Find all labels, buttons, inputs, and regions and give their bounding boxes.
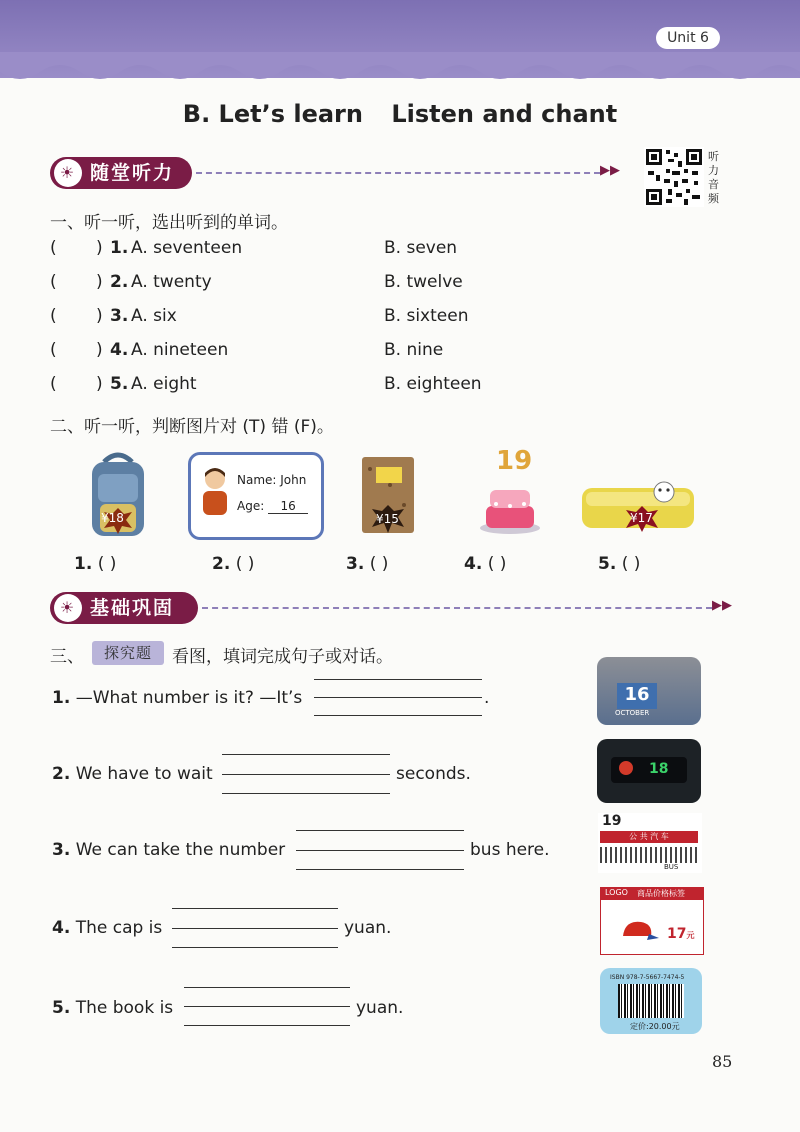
name-card-picture — [188, 452, 324, 540]
option-a: A. eight — [131, 374, 197, 394]
option-a: A. twenty — [131, 272, 212, 292]
card-name: Name: John — [237, 473, 307, 487]
question-number: 1. — [110, 238, 129, 258]
bus-code: BUS — [664, 863, 679, 871]
traffic-light-photo — [597, 739, 701, 803]
question-number: 5. — [110, 374, 129, 394]
option-b: B. sixteen — [384, 306, 469, 326]
answer-blank[interactable]: ( ) — [487, 554, 507, 574]
writing-line — [184, 1025, 350, 1026]
notebook-picture — [360, 455, 416, 535]
answer-blank[interactable]: ( ) — [97, 554, 117, 574]
isbn-text: ISBN 978-7-5667-7474-5 — [610, 974, 685, 981]
writing-line — [222, 793, 390, 794]
price-tag-value — [667, 926, 694, 942]
lightbulb-icon: ☀ — [54, 159, 82, 187]
sentence-end: . — [484, 688, 490, 708]
qr-caption: 听力音频 — [708, 150, 719, 205]
price-tag-15: ¥15 — [376, 512, 399, 526]
calendar-photo — [597, 657, 701, 725]
sentence-2 — [52, 764, 213, 784]
picture-number: 3. — [346, 554, 365, 574]
sentence-1 — [52, 688, 302, 708]
bus-sign-photo — [598, 813, 702, 873]
page-title — [0, 100, 800, 128]
sentence-text: The cap is — [75, 918, 163, 938]
card-age-label: Age: — [237, 499, 265, 513]
sentence-5 — [52, 998, 173, 1018]
calendar-month: OCTOBER — [615, 709, 650, 717]
book-price: 定价:20.00元 — [630, 1022, 680, 1031]
part1-heading: 一、听一听，选出听到的单词。 — [50, 213, 288, 233]
answer-blank[interactable] — [172, 928, 338, 929]
sentence-3 — [52, 840, 285, 860]
option-a: A. six — [131, 306, 177, 326]
question-number: 2. — [110, 272, 129, 292]
option-a: A. nineteen — [131, 340, 229, 360]
option-b: B. twelve — [384, 272, 463, 292]
sentence-text: We have to wait — [75, 764, 213, 784]
price-tag-photo — [600, 887, 704, 955]
cap-icon — [619, 918, 659, 942]
bus-label: 公 共 汽 车 — [600, 831, 698, 843]
picture-answer-2[interactable] — [212, 554, 254, 574]
red-light-icon — [619, 761, 633, 775]
picture-number: 5. — [598, 554, 617, 574]
part2-heading: 二、听一听，判断图片对 (T) 错 (F)。 — [50, 417, 334, 437]
lightbulb-icon: ☀ — [54, 594, 82, 622]
calendar-number: 16 — [617, 683, 657, 709]
writing-line — [296, 830, 464, 831]
answer-paren-open[interactable]: ( — [50, 238, 57, 258]
sentence-number: 5. — [52, 998, 71, 1018]
answer-paren-close: ) — [96, 238, 103, 258]
option-b: B. eighteen — [384, 374, 482, 394]
part3-heading: 看图，填词完成句子或对话。 — [172, 647, 393, 667]
answer-paren-open[interactable]: ( — [50, 374, 57, 394]
section-listening — [50, 157, 192, 189]
cake-picture — [476, 442, 544, 538]
qr-code[interactable] — [644, 147, 704, 207]
section-listening-label: 随堂听力 — [90, 162, 175, 184]
answer-paren-close: ) — [96, 272, 103, 292]
answer-blank[interactable]: ( ) — [235, 554, 255, 574]
writing-line — [314, 679, 482, 680]
part3-prefix: 三、 — [50, 647, 84, 667]
answer-blank[interactable] — [184, 1006, 350, 1007]
sentence-4 — [52, 918, 162, 938]
answer-paren-close: ) — [96, 340, 103, 360]
card-age-row — [237, 499, 308, 514]
section-basic — [50, 592, 198, 624]
writing-line — [314, 715, 482, 716]
title-part2: Listen and chant — [391, 100, 618, 128]
picture-answer-5[interactable] — [598, 554, 640, 574]
bus-stops — [600, 847, 698, 863]
sentence-end: bus here. — [470, 840, 550, 860]
picture-answer-3[interactable] — [346, 554, 388, 574]
answer-paren-open[interactable]: ( — [50, 272, 57, 292]
sentence-number: 2. — [52, 764, 71, 784]
answer-blank[interactable]: ( ) — [621, 554, 641, 574]
cake-candle-number: 19 — [496, 446, 533, 476]
title-part1: B. Let’s learn — [182, 100, 363, 128]
section-divider — [196, 172, 600, 174]
picture-number: 1. — [74, 554, 93, 574]
barcode-icon — [618, 984, 684, 1018]
price-tag-unit: 元 — [686, 931, 695, 940]
sentence-text: The book is — [75, 998, 174, 1018]
option-b: B. seven — [384, 238, 458, 258]
answer-paren-close: ) — [96, 374, 103, 394]
question-number: 3. — [110, 306, 129, 326]
sentence-number: 1. — [52, 688, 71, 708]
picture-answer-4[interactable] — [464, 554, 506, 574]
answer-paren-open[interactable]: ( — [50, 340, 57, 360]
writing-line — [296, 869, 464, 870]
price-tag-18: ¥18 — [101, 511, 124, 525]
answer-paren-open[interactable]: ( — [50, 306, 57, 326]
question-number: 4. — [110, 340, 129, 360]
sentence-end: yuan. — [356, 998, 404, 1018]
card-age-value: 16 — [268, 499, 308, 514]
price-tag-17: ¥17 — [630, 511, 653, 525]
picture-answer-1[interactable] — [74, 554, 116, 574]
writing-line — [222, 754, 390, 755]
section-divider — [202, 607, 712, 609]
price-tag-title: 商品价格标签 — [637, 889, 685, 898]
option-b: B. nine — [384, 340, 444, 360]
writing-line — [172, 908, 338, 909]
page-number: 85 — [712, 1052, 733, 1071]
answer-blank[interactable]: ( ) — [369, 554, 389, 574]
light-countdown: 18 — [649, 761, 669, 777]
book-barcode-photo — [600, 968, 702, 1034]
backpack-picture — [86, 448, 150, 540]
picture-number: 4. — [464, 554, 483, 574]
sentence-end: yuan. — [344, 918, 392, 938]
sentence-end: seconds. — [396, 764, 471, 784]
bus-number: 19 — [602, 813, 622, 829]
price-tag-price: 17 — [667, 926, 687, 942]
answer-blank[interactable] — [296, 850, 464, 851]
option-a: A. seventeen — [131, 238, 243, 258]
boy-avatar — [199, 465, 231, 517]
sentence-text: We can take the number — [75, 840, 286, 860]
answer-blank[interactable] — [314, 697, 482, 698]
answer-blank[interactable] — [222, 774, 390, 775]
double-arrow-icon: ▶▶ — [600, 163, 620, 178]
header-wave — [0, 52, 800, 92]
unit-badge: Unit 6 — [656, 27, 720, 49]
sentence-number: 4. — [52, 918, 71, 938]
writing-line — [184, 987, 350, 988]
answer-paren-close: ) — [96, 306, 103, 326]
writing-line — [172, 947, 338, 948]
price-tag-logo: LOGO — [605, 888, 628, 897]
section-basic-label: 基础巩固 — [90, 597, 175, 619]
picture-number: 2. — [212, 554, 231, 574]
sentence-text: —What number is it? —It’s — [75, 688, 303, 708]
double-arrow-icon: ▶▶ — [712, 598, 732, 613]
explore-tag: 探究题 — [92, 641, 164, 665]
sentence-number: 3. — [52, 840, 71, 860]
pencil-box-picture — [580, 478, 696, 532]
